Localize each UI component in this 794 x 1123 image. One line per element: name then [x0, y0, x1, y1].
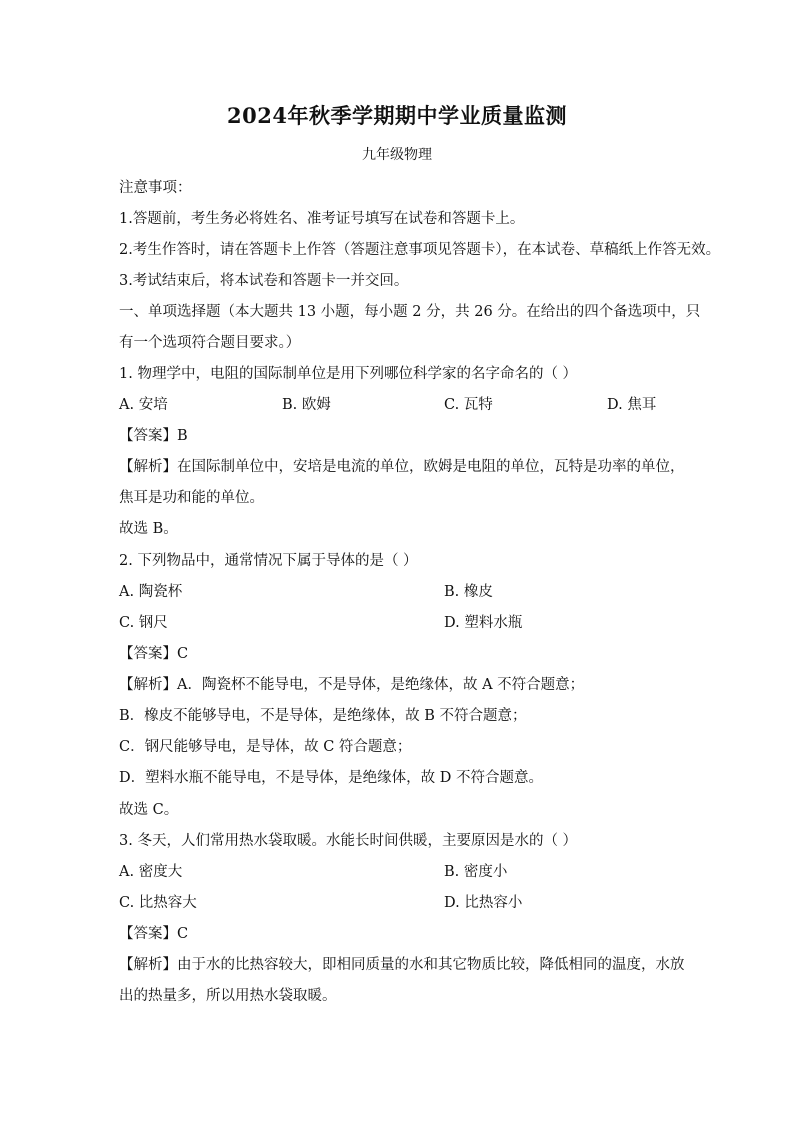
- option-d: D. 塑料水瓶: [444, 615, 523, 631]
- option-b: B. 橡皮: [444, 584, 493, 600]
- option-b: B. 密度小: [444, 864, 508, 880]
- option-a: A. 陶瓷杯: [119, 584, 183, 600]
- analysis-line: B．橡皮不能够导电，不是导体，是绝缘体，故 B 不符合题意；: [119, 708, 527, 724]
- analysis-line: 【解析】A．陶瓷杯不能导电，不是导体，是绝缘体，故 A 不符合题意；: [119, 677, 585, 693]
- option-b: B. 欧姆: [282, 397, 331, 413]
- page-subtitle: 九年级物理: [362, 147, 432, 163]
- option-d: D. 比热容小: [444, 895, 523, 911]
- analysis-line: 故选 C。: [119, 802, 179, 818]
- notice-item: 2.考生作答时，请在答题卡上作答（答题注意事项见答题卡），在本试卷、草稿纸上作答无效。: [119, 242, 721, 258]
- notice-item: 1.答题前，考生务必将姓名、准考证号填写在试卷和答题卡上。: [119, 211, 525, 227]
- answer: 【答案】C: [119, 646, 189, 662]
- option-a: A. 安培: [119, 397, 168, 413]
- answer: 【答案】B: [119, 428, 188, 444]
- question-stem: 1. 物理学中，电阻的国际制单位是用下列哪位科学家的名字命名的（ ）: [119, 366, 578, 382]
- analysis-line: 出的热量多，所以用热水袋取暖。: [119, 988, 337, 1004]
- option-c: C. 瓦特: [444, 397, 493, 413]
- notice-item: 3.考试结束后，将本试卷和答题卡一并交回。: [119, 273, 409, 289]
- option-a: A. 密度大: [119, 864, 183, 880]
- option-c: C. 钢尺: [119, 615, 168, 631]
- notice-heading: 注意事项：: [119, 180, 192, 196]
- analysis-line: 焦耳是功和能的单位。: [119, 490, 264, 506]
- analysis-line: 【解析】在国际制单位中，安培是电流的单位，欧姆是电阻的单位，瓦特是功率的单位，: [119, 459, 685, 475]
- analysis-line: D．塑料水瓶不能导电，不是导体，是绝缘体，故 D 不符合题意。: [119, 770, 543, 786]
- question-stem: 2. 下列物品中，通常情况下属于导体的是（ ）: [119, 553, 418, 569]
- page-title: 2024年秋季学期期中学业质量监测: [227, 103, 567, 128]
- answer: 【答案】C: [119, 926, 189, 942]
- option-d: D. 焦耳: [607, 397, 657, 413]
- analysis-line: 【解析】由于水的比热容较大，即相同质量的水和其它物质比较，降低相同的温度，水放: [119, 957, 685, 973]
- section-heading-cont: 有一个选项符合题目要求。）: [119, 335, 301, 351]
- option-c: C. 比热容大: [119, 895, 197, 911]
- section-heading: 一、单项选择题（本大题共 13 小题，每小题 2 分，共 26 分。在给出的四个备选项中，只: [119, 304, 701, 320]
- question-stem: 3. 冬天，人们常用热水袋取暖。水能长时间供暖，主要原因是水的（ ）: [119, 833, 578, 849]
- analysis-line: 故选 B。: [119, 521, 178, 537]
- analysis-line: C．钢尺能够导电，是导体，故 C 符合题意；: [119, 739, 412, 755]
